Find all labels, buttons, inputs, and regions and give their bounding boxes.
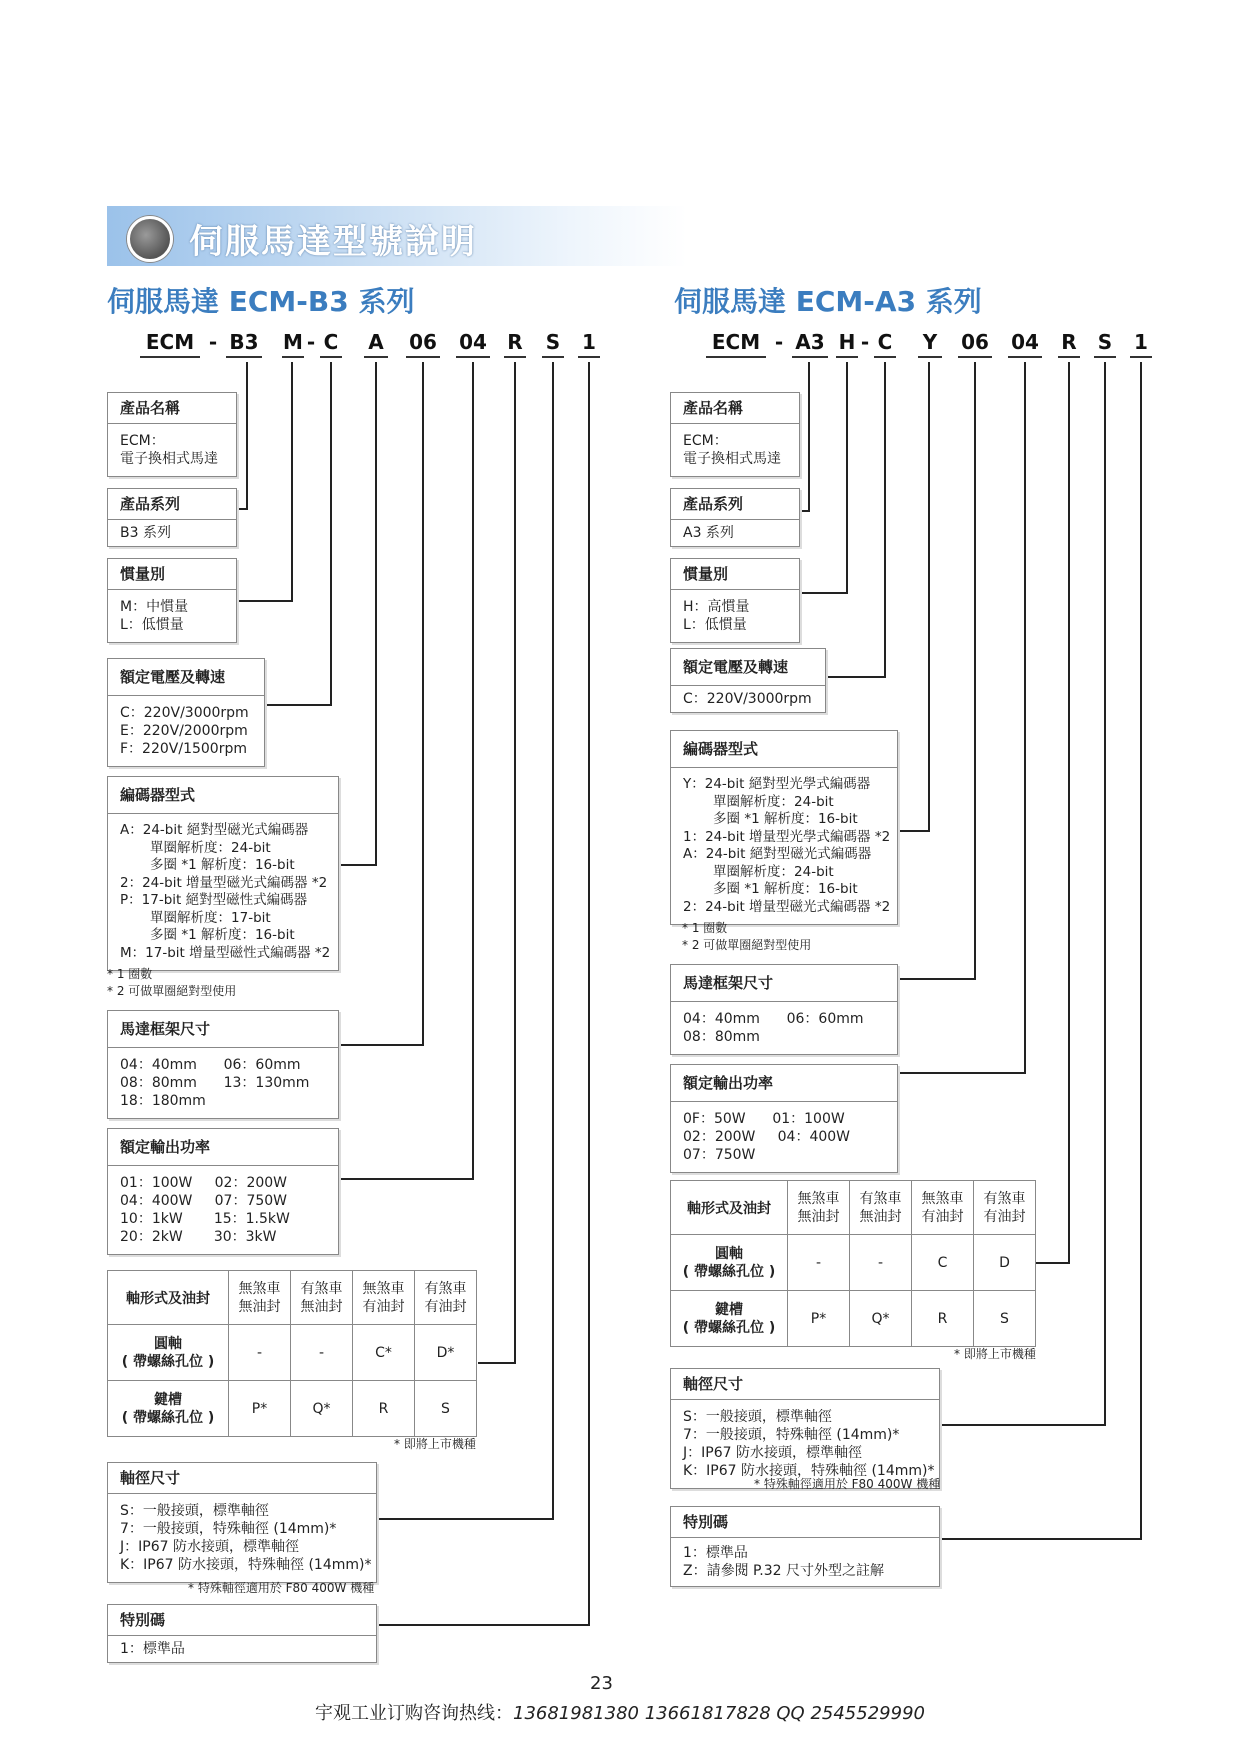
box-line: ECM： xyxy=(683,433,728,449)
table-row-header: 圓軸 ( 帶螺絲孔位 ) xyxy=(108,1325,229,1381)
table-corner: 軸形式及油封 xyxy=(671,1181,788,1235)
box-line: C：220V/3000rpm xyxy=(683,691,812,707)
connector-line xyxy=(1024,362,1026,1074)
connector-line xyxy=(338,864,377,866)
table-col-header: 有煞車 無油封 xyxy=(850,1181,912,1235)
connector-line xyxy=(246,362,248,510)
box-line: A：24-bit 絕對型磁光式編碼器 xyxy=(683,846,872,862)
box-line: 08：80mm xyxy=(683,1029,760,1045)
b3-frame-box xyxy=(107,1010,339,1119)
a3-table-note: * 即將上市機種 xyxy=(954,1347,1036,1361)
b3-product-name-box xyxy=(107,392,237,477)
table-cell: - xyxy=(229,1325,291,1381)
table-cell: D* xyxy=(415,1325,477,1381)
box-line: A3 系列 xyxy=(683,525,734,541)
connector-line xyxy=(478,1362,516,1364)
b3-code-power: 04 xyxy=(456,330,490,358)
box-line: 7：一般接頭，特殊軸徑 (14mm)* xyxy=(683,1427,900,1443)
box-header: 產品名稱 xyxy=(108,393,236,424)
a3-code-series: A3 xyxy=(792,330,828,358)
box-line: Y：24-bit 絕對型光學式編碼器 xyxy=(683,776,871,792)
b3-encoder-box xyxy=(107,776,339,971)
box-line: E：220V/2000rpm xyxy=(120,723,248,739)
a3-special-box xyxy=(670,1506,940,1587)
box-line: 7：一般接頭，特殊軸徑 (14mm)* xyxy=(120,1521,337,1537)
connector-line xyxy=(338,1178,474,1180)
table-cell: P* xyxy=(788,1291,850,1347)
box-line: 多圈 *1 解析度：16-bit xyxy=(683,881,858,897)
connector-line xyxy=(928,362,930,832)
box-header: 額定輸出功率 xyxy=(108,1129,338,1166)
box-line: S：一般接頭，標準軸徑 xyxy=(120,1503,269,1519)
a3-series-title: 伺服馬達 ECM-A3 系列 xyxy=(674,285,982,318)
box-line: 單圈解析度：24-bit xyxy=(683,793,834,810)
note-line: * 1 圈數 xyxy=(682,921,728,935)
connector-line xyxy=(808,362,810,512)
b3-shaft-table xyxy=(107,1270,477,1437)
connector-line xyxy=(802,592,848,594)
box-header: 編碼器型式 xyxy=(671,731,897,768)
connector-line xyxy=(940,1424,1106,1426)
b3-product-series-box xyxy=(107,488,237,547)
box-line: 01：100W 02：200W xyxy=(120,1175,288,1191)
box-line: K：IP67 防水接頭，特殊軸徑 (14mm)* xyxy=(120,1557,372,1573)
b3-code-inertia: M xyxy=(282,330,304,358)
box-line: 10：1kW 15：1.5kW xyxy=(120,1211,290,1227)
table-corner: 軸形式及油封 xyxy=(108,1271,229,1325)
box-line: 08：80mm 13：130mm xyxy=(120,1075,310,1091)
a3-code-inertia: H xyxy=(836,330,858,358)
connector-line xyxy=(588,362,590,1626)
box-line: 單圈解析度：17-bit xyxy=(120,909,271,926)
box-header: 特別碼 xyxy=(108,1605,376,1636)
box-line: L：低慣量 xyxy=(683,617,747,633)
box-header: 軸徑尺寸 xyxy=(671,1369,939,1400)
table-col-header: 無煞車 無油封 xyxy=(788,1181,850,1235)
b3-power-box xyxy=(107,1128,339,1255)
connector-line xyxy=(1104,362,1106,1426)
connector-line xyxy=(898,1072,1026,1074)
b3-inertia-box xyxy=(107,558,237,643)
box-line: A：24-bit 絕對型磁光式編碼器 xyxy=(120,822,309,838)
b3-code-dash: - xyxy=(208,330,218,354)
box-line: 18：180mm xyxy=(120,1093,206,1109)
box-header: 額定電壓及轉速 xyxy=(671,649,825,686)
b3-code-dash: - xyxy=(306,330,316,354)
connector-line xyxy=(264,704,332,706)
b3-code-frame: 06 xyxy=(406,330,440,358)
table-col-header: 有煞車 有油封 xyxy=(415,1271,477,1325)
box-line: F：220V/1500rpm xyxy=(120,741,247,757)
connector-line xyxy=(236,600,293,602)
box-line: C：220V/3000rpm xyxy=(120,705,249,721)
box-line: 0F：50W 01：100W xyxy=(683,1111,845,1127)
table-col-header: 有煞車 有油封 xyxy=(974,1181,1036,1235)
a3-encoder-box xyxy=(670,730,898,925)
banner-bullet-icon xyxy=(127,216,173,262)
table-cell: D xyxy=(974,1235,1036,1291)
connector-line xyxy=(376,1624,590,1626)
table-col-header: 無煞車 無油封 xyxy=(229,1271,291,1325)
box-line: 多圈 *1 解析度：16-bit xyxy=(683,811,858,827)
connector-line xyxy=(236,508,248,510)
box-line: 07：750W xyxy=(683,1147,756,1163)
box-line: 04：400W 07：750W xyxy=(120,1193,288,1209)
b3-shaft-dia-box xyxy=(107,1462,377,1583)
table-col-header: 無煞車 有油封 xyxy=(353,1271,415,1325)
a3-encoder-notes xyxy=(682,920,811,954)
b3-code-special: 1 xyxy=(578,330,600,358)
table-cell: - xyxy=(850,1235,912,1291)
a3-frame-box xyxy=(670,964,898,1055)
a3-code-shaft-dia: S xyxy=(1094,330,1116,358)
box-line: 02：200W 04：400W xyxy=(683,1129,851,1145)
b3-voltage-box xyxy=(107,658,265,767)
box-header: 編碼器型式 xyxy=(108,777,338,814)
box-header: 慣量別 xyxy=(108,559,236,590)
box-line: L：低慣量 xyxy=(120,617,184,633)
connector-line xyxy=(514,362,516,1364)
box-line: 04：40mm 06：60mm xyxy=(683,1011,864,1027)
box-header: 軸徑尺寸 xyxy=(108,1463,376,1494)
box-header: 慣量別 xyxy=(671,559,799,590)
connector-line xyxy=(422,362,424,1046)
b3-code-series: B3 xyxy=(226,330,262,358)
box-header: 產品名稱 xyxy=(671,393,799,424)
b3-code-encoder: A xyxy=(364,330,388,358)
table-cell: P* xyxy=(229,1381,291,1437)
b3-shaft-dia-note: * 特殊軸徑適用於 F80 400W 機種 xyxy=(188,1581,375,1595)
b3-code-voltage: C xyxy=(320,330,342,358)
box-line: ECM： xyxy=(120,433,165,449)
a3-code-special: 1 xyxy=(1130,330,1152,358)
connector-line xyxy=(974,362,976,980)
page-number: 23 xyxy=(590,1673,613,1694)
hotline xyxy=(0,1699,1240,1725)
a3-shaft-dia-note: * 特殊軸徑適用於 F80 400W 機種 xyxy=(754,1477,941,1491)
box-header: 額定電壓及轉速 xyxy=(108,659,264,696)
box-header: 特別碼 xyxy=(671,1507,939,1538)
a3-shaft-dia-box xyxy=(670,1368,940,1489)
a3-code-dash: - xyxy=(774,330,784,354)
box-line: H：高慣量 xyxy=(683,599,750,615)
a3-code-power: 04 xyxy=(1008,330,1042,358)
table-col-header: 無煞車 有油封 xyxy=(912,1181,974,1235)
table-cell: - xyxy=(788,1235,850,1291)
a3-power-box xyxy=(670,1064,898,1173)
box-header: 額定輸出功率 xyxy=(671,1065,897,1102)
table-cell: - xyxy=(291,1325,353,1381)
box-header: 馬達框架尺寸 xyxy=(671,965,897,1002)
box-line: J：IP67 防水接頭，標準軸徑 xyxy=(683,1445,862,1461)
connector-line xyxy=(376,1518,554,1520)
a3-code-frame: 06 xyxy=(958,330,992,358)
connector-line xyxy=(884,362,886,678)
box-line: P：17-bit 絕對型磁性式編碼器 xyxy=(120,892,308,908)
a3-code-shaft-type: R xyxy=(1058,330,1080,358)
box-line: 單圈解析度：24-bit xyxy=(120,839,271,856)
table-cell: C* xyxy=(353,1325,415,1381)
box-line: B3 系列 xyxy=(120,525,171,541)
box-line: 04：40mm 06：60mm xyxy=(120,1057,301,1073)
box-line: 多圈 *1 解析度：16-bit xyxy=(120,927,295,943)
page-title: 伺服馬達型號說明 xyxy=(189,222,477,262)
box-line: K：IP67 防水接頭，特殊軸徑 (14mm)* xyxy=(683,1463,935,1479)
a3-product-series-box xyxy=(670,488,800,547)
table-cell: R xyxy=(353,1381,415,1437)
table-cell: C xyxy=(912,1235,974,1291)
b3-code-ecm: ECM xyxy=(140,330,200,358)
box-line: 1：標準品 xyxy=(683,1545,748,1561)
a3-product-name-box xyxy=(670,392,800,477)
connector-line xyxy=(291,362,293,602)
box-line: M：中慣量 xyxy=(120,599,189,615)
box-header: 產品系列 xyxy=(108,489,236,520)
a3-code-voltage: C xyxy=(874,330,896,358)
note-line: * 2 可做單圈絕對型使用 xyxy=(682,938,812,952)
box-line: 1：標準品 xyxy=(120,1641,185,1657)
box-line: 20：2kW 30：3kW xyxy=(120,1229,277,1245)
a3-shaft-table xyxy=(670,1180,1036,1347)
hotline-label: 宇观工业订购咨询热线： xyxy=(315,1703,513,1724)
connector-line xyxy=(898,978,976,980)
note-line: * 1 圈數 xyxy=(107,967,153,981)
b3-special-box xyxy=(107,1604,377,1663)
box-header: 產品系列 xyxy=(671,489,799,520)
b3-code-shaft-type: R xyxy=(504,330,526,358)
connector-line xyxy=(552,362,554,1520)
connector-line xyxy=(472,362,474,1180)
box-line: J：IP67 防水接頭，標準軸徑 xyxy=(120,1539,299,1555)
table-row-header: 圓軸 ( 帶螺絲孔位 ) xyxy=(671,1235,788,1291)
connector-line xyxy=(1140,362,1142,1540)
b3-table-note: * 即將上市機種 xyxy=(394,1437,476,1451)
box-line: 2：24-bit 增量型磁光式編碼器 *2 xyxy=(683,898,891,915)
box-header: 馬達框架尺寸 xyxy=(108,1011,338,1048)
table-cell: Q* xyxy=(291,1381,353,1437)
table-cell: R xyxy=(912,1291,974,1347)
connector-line xyxy=(846,362,848,594)
table-cell: Q* xyxy=(850,1291,912,1347)
b3-code-shaft-dia: S xyxy=(542,330,564,358)
box-line: 2：24-bit 增量型磁光式編碼器 *2 xyxy=(120,874,328,891)
box-line: S：一般接頭，標準軸徑 xyxy=(683,1409,832,1425)
box-line: 電子換相式馬達 xyxy=(120,451,218,467)
connector-line xyxy=(375,362,377,866)
a3-code-dash: - xyxy=(860,330,870,354)
b3-series-title: 伺服馬達 ECM-B3 系列 xyxy=(107,285,415,318)
a3-inertia-box xyxy=(670,558,800,643)
connector-line xyxy=(940,1538,1142,1540)
connector-line xyxy=(338,1044,424,1046)
table-col-header: 有煞車 無油封 xyxy=(291,1271,353,1325)
b3-encoder-notes xyxy=(107,966,236,1000)
table-row-header: 鍵槽 ( 帶螺絲孔位 ) xyxy=(671,1291,788,1347)
a3-code-encoder: Y xyxy=(918,330,942,358)
connector-line xyxy=(802,510,810,512)
box-line: 多圈 *1 解析度：16-bit xyxy=(120,857,295,873)
note-line: * 2 可做單圈絕對型使用 xyxy=(107,984,237,998)
connector-line xyxy=(898,830,930,832)
box-line: 1：24-bit 增量型光學式編碼器 *2 xyxy=(683,828,891,845)
connector-line xyxy=(330,362,332,706)
connector-line xyxy=(826,676,886,678)
box-line: 電子換相式馬達 xyxy=(683,451,781,467)
a3-code-ecm: ECM xyxy=(706,330,766,358)
a3-voltage-box xyxy=(670,648,826,713)
section-banner xyxy=(107,206,687,266)
box-line: Z：請參閱 P.32 尺寸外型之註解 xyxy=(683,1563,885,1579)
box-line: M：17-bit 增量型磁性式編碼器 *2 xyxy=(120,944,331,961)
table-cell: S xyxy=(974,1291,1036,1347)
table-row-header: 鍵槽 ( 帶螺絲孔位 ) xyxy=(108,1381,229,1437)
hotline-numbers: 13681981380 13661817828 QQ 2545529990 xyxy=(513,1703,925,1724)
table-cell: S xyxy=(415,1381,477,1437)
box-line: 單圈解析度：24-bit xyxy=(683,863,834,880)
connector-line xyxy=(1036,1262,1070,1264)
connector-line xyxy=(1068,362,1070,1264)
